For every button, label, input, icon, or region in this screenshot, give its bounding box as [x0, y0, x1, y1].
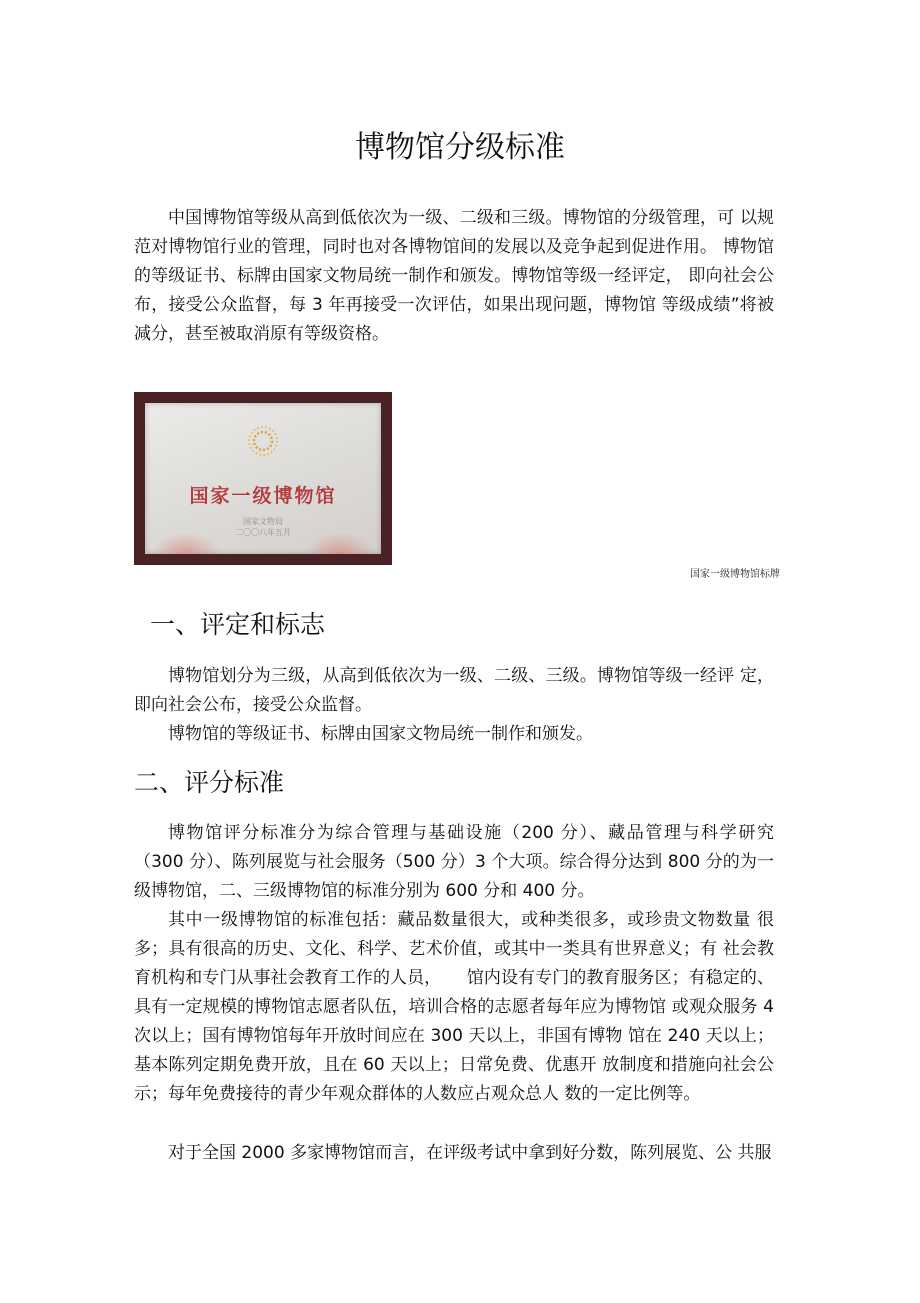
plaque-board	[145, 403, 381, 554]
section1-paragraph-1: 博物馆划分为三级，从高到低依次为一级、二级、三级。博物馆等级一经评 定，即向社会公布，接受公众监督。	[134, 666, 774, 715]
plaque-title: 国家一级博物馆	[189, 485, 337, 507]
page-title: 博物馆分级标准	[355, 130, 565, 165]
section1-paragraph-2: 博物馆的等级证书、标牌由国家文物局统一制作和颁发。	[168, 724, 593, 744]
plaque-reflection-left	[151, 532, 221, 554]
plaque-issuer: 国家文物局	[243, 517, 283, 526]
sun-emblem-icon	[243, 421, 283, 461]
intro-paragraph: 中国博物馆等级从高到低依次为一级、二级和三级。博物馆的分级管理，可 以规范对博物馆行业的管理，同时也对各博物馆间的发展以及竞争起到促进作用。 博物馆的等级证书、标牌由国家文物局统一制作和颁发。博物馆等级一经评定， 即向社会公布，接受公众监督，每 3 年再接受一次评估，如果出现问题，博物馆 等级成绩”将被减分，甚至被取消原有等级资格。	[134, 208, 774, 344]
figure-caption: 国家一级博物馆标牌	[690, 569, 780, 580]
section-heading-evaluation: 一、评定和标志	[150, 610, 326, 639]
section2-paragraph-3: 对于全国 2000 多家博物馆而言，在评级考试中拿到好分数，陈列展览、公 共服	[168, 1143, 772, 1163]
section2-paragraph-2: 其中一级博物馆的标准包括：藏品数量很大，或种类很多，或珍贵文物数量 很多；具有很高的历史、文化、科学、艺术价值，或其中一类具有世界意义；有 社会教育机构和专门从事社会教育工作的人员， 馆内设有专门的教育服务区；有稳定的、具有一定规模的博物馆志愿者队伍，培训合格的志愿者每年应为博物馆 或观众服务 4 次以上；国有博物馆每年开放时间应在 300 天以上，非国有博物 馆在 240 天以上；基本陈列定期免费开放，且在 60 天以上；日常免费、优惠开 放制度和措施向社会公示；每年免费接待的青少年观众群体的人数应占观众总人 数的一定比例等。	[134, 910, 774, 1104]
section-heading-scoring: 二、评分标准	[134, 768, 285, 797]
plaque-reflection-right	[305, 532, 375, 554]
plaque-date: 二〇〇八年五月	[235, 528, 291, 537]
plaque-image	[134, 392, 392, 565]
section2-paragraph-1: 博物馆评分标准分为综合管理与基础设施（200 分）、藏品管理与科学研究 （300 分）、陈列展览与社会服务（500 分）3 个大项。综合得分达到 800 分的为一 级博物馆，二、三级博物馆的标准分别为 600 分和 400 分。	[134, 823, 774, 901]
